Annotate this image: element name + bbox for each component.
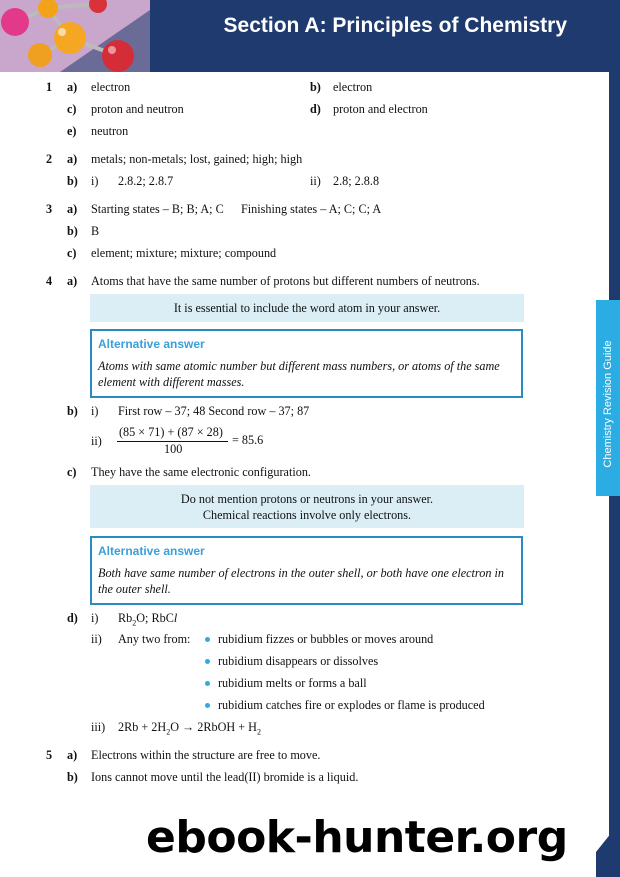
subpart-label: ii)	[310, 174, 321, 188]
part-label: b)	[67, 174, 78, 188]
bullet-item: rubidium disappears or dissolves	[218, 654, 379, 668]
alternative-answer-box	[90, 536, 523, 605]
side-tab-label: Chemistry Revision Guide	[602, 340, 614, 468]
answer-text: B	[91, 224, 100, 238]
alternative-answer-line: the outer shell.	[98, 582, 171, 596]
part-label: a)	[67, 152, 78, 166]
alternative-answer-line: Both have same number of electrons in the outer shell, or both have one electron in	[98, 566, 504, 580]
question-number: 4	[46, 274, 53, 288]
part-label: d)	[67, 611, 78, 625]
question-number: 2	[46, 152, 53, 166]
bullet-icon	[205, 703, 210, 708]
tip-box	[90, 485, 524, 528]
fraction-numerator: (85 × 71) + (87 × 28)	[119, 425, 223, 439]
watermark: ebook-hunter.org	[146, 812, 568, 863]
answer-text: element; mixture; mixture; compound	[91, 246, 277, 260]
page-title: Section A: Principles of Chemistry	[223, 14, 567, 37]
subpart-label: ii)	[91, 434, 102, 448]
formula-text: $Rb_2O$; RbCl	[118, 611, 178, 628]
subpart-label: i)	[91, 611, 99, 625]
corner-decoration	[596, 822, 620, 877]
answer-text: proton and neutron	[91, 102, 184, 116]
answer-text: Any two from:	[118, 632, 191, 646]
page-header	[0, 0, 609, 72]
tip-text: Chemical reactions involve only electrons.	[202, 508, 412, 522]
part-label: a)	[67, 748, 78, 762]
molecule-illustration	[0, 0, 150, 72]
part-label: b)	[67, 770, 78, 784]
answer-text: Atoms that have the same number of protons but different numbers of neutrons.	[91, 274, 480, 288]
alternative-answer-title: Alternative answer	[98, 337, 205, 351]
answer-text: electron	[333, 80, 373, 94]
alternative-answer-line: Atoms with same atomic number but different mass numbers, or atoms of the same	[98, 359, 500, 373]
part-label: b)	[67, 404, 78, 418]
part-label: e)	[67, 124, 77, 138]
alternative-answer-title: Alternative answer	[98, 544, 205, 558]
bullet-item: rubidium fizzes or bubbles or moves around	[218, 632, 434, 646]
subpart-label: i)	[91, 404, 99, 418]
part-label: d)	[310, 102, 321, 116]
fraction-result: = 85.6	[232, 433, 264, 447]
part-label: b)	[67, 224, 78, 238]
part-label: c)	[67, 246, 77, 260]
answer-text: proton and electron	[333, 102, 428, 116]
answer-text: 2.8; 2.8.8	[333, 174, 380, 188]
bullet-item: rubidium catches fire or explodes or flame is produced	[218, 698, 485, 712]
part-label: a)	[67, 202, 78, 216]
answer-text: neutron	[91, 124, 129, 138]
answer-text: First row – 37; 48 Second row – 37; 87	[118, 404, 310, 418]
subpart-label: ii)	[91, 632, 102, 646]
question-number: 5	[46, 748, 53, 762]
part-label: b)	[310, 80, 321, 94]
subpart-label: i)	[91, 174, 99, 188]
answer-text: They have the same electronic configuration.	[91, 465, 311, 479]
question-number: 1	[46, 80, 53, 94]
answer-text: metals; non-metals; lost, gained; high; high	[91, 152, 303, 166]
fraction-denominator: 100	[164, 442, 183, 456]
equation-text: $2Rb + 2H_2O$ → 2RbOH + $H_2$	[118, 720, 261, 737]
answer-text: Starting states – B; B; A; C	[91, 202, 224, 216]
answer-text: Finishing states – A; C; C; A	[241, 202, 382, 216]
answer-text: Electrons within the structure are free to move.	[91, 748, 321, 762]
tip-box	[90, 294, 524, 322]
alternative-answer-text	[98, 565, 515, 597]
alternative-answer-line: element with different masses.	[98, 375, 245, 389]
part-label: a)	[67, 80, 78, 94]
answer-text: electron	[91, 80, 131, 94]
question-number: 3	[46, 202, 53, 216]
tip-text: Do not mention protons or neutrons in your answer.	[180, 492, 434, 506]
answer-text: Ions cannot move until the lead(II) bromide is a liquid.	[91, 770, 359, 784]
part-label: c)	[67, 465, 77, 479]
alternative-answer-text	[98, 358, 515, 390]
answer-text: 2.8.2; 2.8.7	[118, 174, 174, 188]
bullet-icon	[205, 637, 210, 642]
bullet-icon	[205, 681, 210, 686]
alternative-answer-box	[90, 329, 523, 398]
bullet-icon	[205, 659, 210, 664]
part-label: a)	[67, 274, 78, 288]
bullet-item: rubidium melts or forms a ball	[218, 676, 367, 690]
part-label: c)	[67, 102, 77, 116]
tip-text: It is essential to include the word atom in your answer.	[173, 301, 441, 315]
subpart-label: iii)	[91, 720, 106, 734]
